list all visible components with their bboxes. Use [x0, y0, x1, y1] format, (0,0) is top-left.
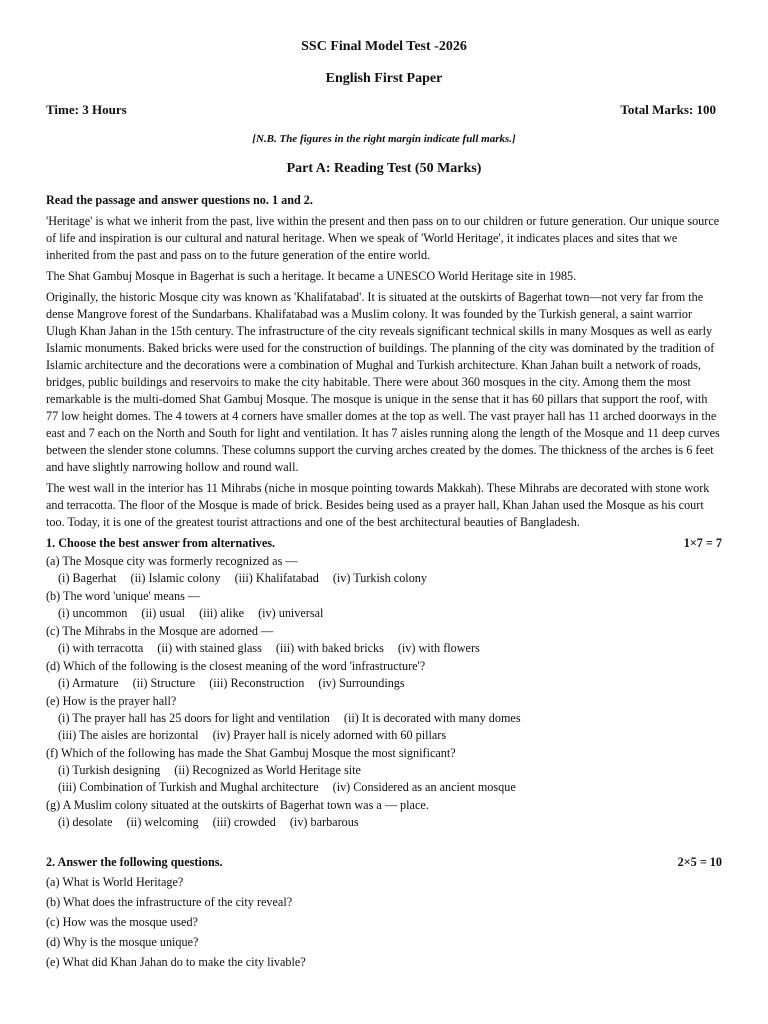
short-question: (a) What is World Heritage? [46, 875, 184, 889]
passage-paragraph: Originally, the historic Mosque city was known as 'Khalifatabad'. It is situated at the outskirts of Bagerhat town—not very far from the dense Mangrove forest of the Sundarbans. Khalifatabad was a Muslim colony. It was founded by the Turkish general, a saint warrior Ulugh Khan Jahan in the 15th century. The infrastructure of the city reveals significant technical skills in many Mosques as well as early Islamic monuments. Baked bricks were used for the construction of buildings. The planning of the city was dominated by the tradition of Islamic architecture and the decorations were a combination of Mughal and Turkish architecture. Khan Jahan built a network of roads, bridges, public buildings and reservoirs to make the city habitable. There were about 360 mosques in the city. Among them the most remarkable is the multi-domed Shat Gambuj Mosque. The mosque is unique in the sense that it has 60 pillars that support the roof, with 77 low height domes. The 4 towers at 4 corners have smaller domes at the top as well. The vast prayer hall has 11 arched doorways in the east and 7 each on the North and South for light and ventilation. It has 7 aisles running along the length of the Mosque and 11 deep curves between the slender stone columns. These columns support the curving arches created by the domes. The thickness of the arches is 6 feet and have slightly narrowing hollow and round wall. [46, 290, 720, 474]
mcq-options [46, 762, 722, 779]
mcq-question: (e) How is the prayer hall? [46, 694, 177, 708]
mcq-question: (d) Which of the following is the closest meaning of the word 'infrastructure'? [46, 659, 426, 673]
instruction: Read the passage and answer questions no. 1 and 2. [46, 193, 313, 207]
mcq-option: (iii) alike [199, 606, 245, 620]
mcq-option: (i) with terracotta [58, 641, 144, 655]
mcq-option: (iv) with flowers [397, 641, 480, 655]
mcq-option: (iii) Combination of Turkish and Mughal architecture [58, 780, 319, 794]
mcq-question: (c) The Mihrabs in the Mosque are adorned — [46, 624, 274, 638]
mcq-option: (iii) The aisles are horizontal [58, 728, 199, 742]
mcq-option: (ii) Islamic colony [130, 571, 221, 585]
passage [46, 213, 722, 531]
mcq-option: (ii) usual [141, 606, 186, 620]
mcq-item [46, 623, 722, 657]
short-question: (d) Why is the mosque unique? [46, 935, 199, 949]
mcq-question: (a) The Mosque city was formerly recognized as — [46, 554, 298, 568]
mcq-option: (ii) Recognized as World Heritage site [174, 763, 361, 777]
mcq-question: (b) The word 'unique' means — [46, 589, 201, 603]
mcq-options [46, 570, 722, 587]
mcq-option: (iv) Surroundings [318, 676, 405, 690]
mcq-item [46, 797, 722, 831]
mcq-question: (f) Which of the following has made the Shat Gambuj Mosque the most significant? [46, 746, 456, 760]
short-question: (c) How was the mosque used? [46, 915, 198, 929]
exam-meta [46, 102, 716, 118]
mcq-option: (ii) with stained glass [157, 641, 262, 655]
mcq-option: (iii) Reconstruction [209, 676, 305, 690]
mcq-option: (i) Armature [58, 676, 119, 690]
mcq-option: (iv) universal [258, 606, 324, 620]
paper-subtitle: English First Paper [325, 71, 443, 86]
mcq-item [46, 658, 722, 692]
mcq-option: (ii) Structure [132, 676, 196, 690]
mcq-option: (ii) welcoming [126, 815, 199, 829]
question-1-title: 1. Choose the best answer from alternatives. [46, 536, 276, 550]
passage-paragraph: The Shat Gambuj Mosque in Bagerhat is such a heritage. It became a UNESCO World Heritage site in 1985. [46, 269, 577, 283]
mcq-option: (i) The prayer hall has 25 doors for light and ventilation [58, 711, 330, 725]
mcq-option: (iv) Turkish colony [332, 571, 427, 585]
part-heading: Part A: Reading Test (50 Marks) [286, 161, 482, 176]
question-2-marks: 2×5 = 10 [677, 855, 722, 869]
mcq-option: (iii) with baked bricks [275, 641, 384, 655]
mcq-question: (g) A Muslim colony situated at the outskirts of Bagerhat town was a — place. [46, 798, 429, 812]
exam-body [46, 192, 722, 971]
mcq-option: (i) desolate [58, 815, 113, 829]
short-question: (b) What does the infrastructure of the city reveal? [46, 895, 293, 909]
short-question: (e) What did Khan Jahan do to make the city livable? [46, 955, 306, 969]
exam-title: SSC Final Model Test -2026 [301, 39, 467, 54]
mcq-options [46, 779, 722, 796]
mcq-option: (iii) Khalifatabad [234, 571, 319, 585]
mcq-option: (i) Turkish designing [58, 763, 161, 777]
mcq-option: (iv) Considered as an ancient mosque [332, 780, 516, 794]
mcq-options [46, 605, 722, 622]
mcq-options [46, 675, 722, 692]
mcq-options [46, 710, 722, 727]
mcq-option: (ii) It is decorated with many domes [343, 711, 521, 725]
passage-paragraph: The west wall in the interior has 11 Mihrabs (niche in mosque pointing towards Makkah). These Mihrabs are decorated with stone work and terracotta. The floor of the Mosque is made of brick. Besides being used as a prayer hall, Khan Jahan used the Mosque as his court too. Today, it is one of the greatest tourist attractions and one of the best architectural beauties of Bangladesh. [46, 481, 710, 529]
mcq-options [46, 640, 722, 657]
total-marks-label: Total Marks: 100 [620, 102, 716, 117]
mcq-item [46, 693, 722, 744]
mcq-option: (i) uncommon [58, 606, 128, 620]
question-1-heading [46, 535, 722, 552]
time-label: Time: 3 Hours [46, 102, 127, 117]
mcq-option: (iii) crowded [212, 815, 276, 829]
question-2-title: 2. Answer the following questions. [46, 855, 223, 869]
mcq-item [46, 745, 722, 796]
mcq-option: (i) Bagerhat [58, 571, 117, 585]
mcq-option: (iv) Prayer hall is nicely adorned with 60 pillars [212, 728, 447, 742]
marks-note: [N.B. The figures in the right margin indicate full marks.] [252, 133, 516, 145]
mcq-item [46, 553, 722, 587]
mcq-options [46, 814, 722, 831]
mcq-option: (iv) barbarous [289, 815, 359, 829]
question-2-heading [46, 854, 722, 871]
passage-paragraph: 'Heritage' is what we inherit from the past, live within the present and then pass on to our children or future generation. Our unique source of life and inspiration is our cultural and natural heritage. When we speak of 'World Heritage', it indicates places and sites that we inherited from the past and pass on to the future generation of the entire world. [46, 214, 720, 262]
question-2-list [46, 874, 722, 971]
question-1-list [46, 553, 722, 831]
mcq-item [46, 588, 722, 622]
mcq-options [46, 727, 722, 744]
question-1-marks: 1×7 = 7 [683, 536, 722, 550]
